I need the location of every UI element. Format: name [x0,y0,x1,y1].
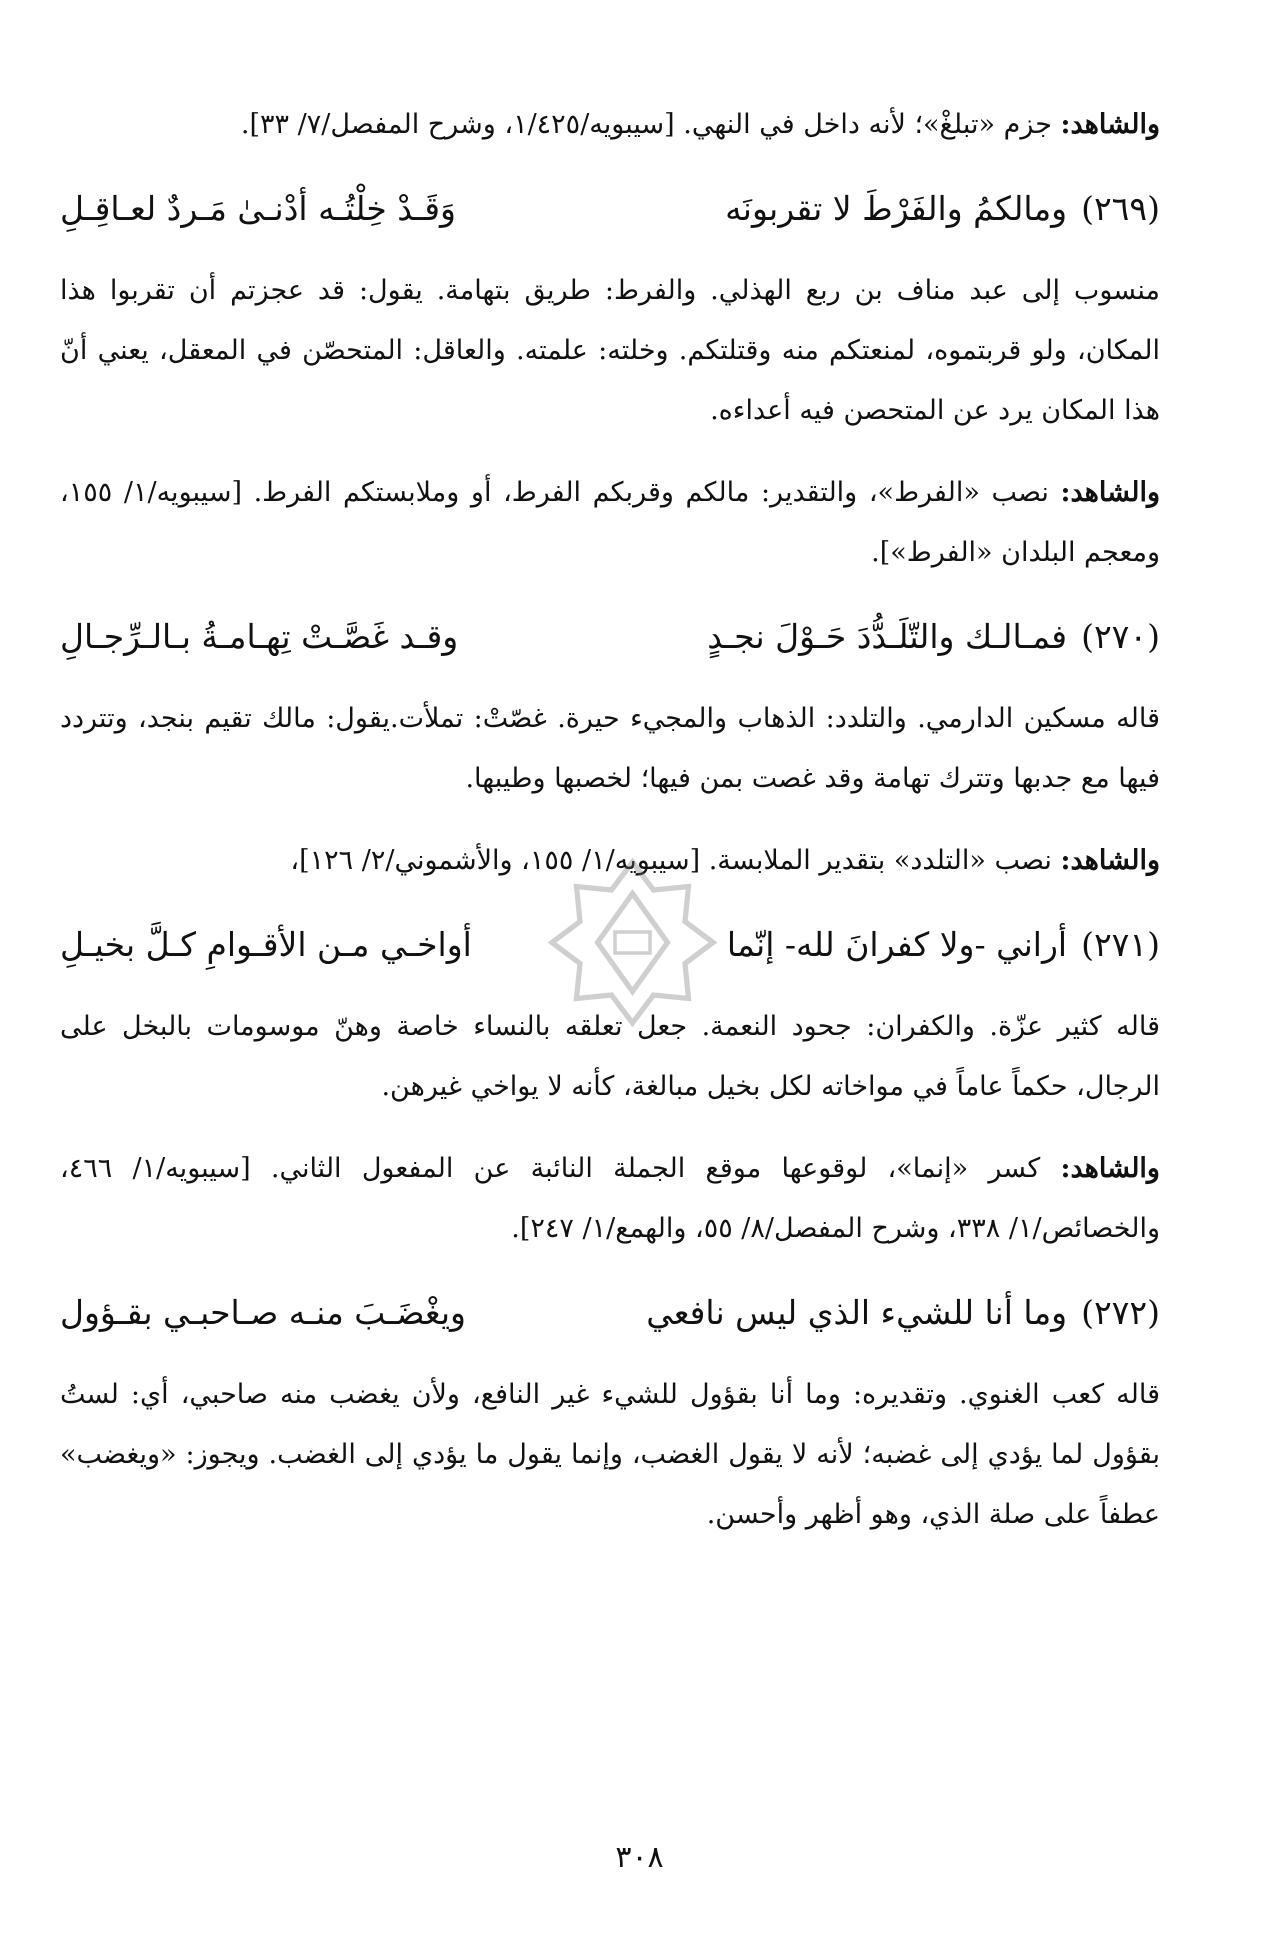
verse-number: (٢٧٠) [1081,617,1160,656]
verse-number: (٢٧٢) [1081,1293,1160,1332]
verse-first-hemistich: ومالكمُ والفَرْطَ لا تقربونَه [725,189,1068,228]
verse-272 [60,1281,1160,1345]
paragraph-text: كسر «إنما»، لوقوعها موقع الجملة النائبة عن المفعول الثاني. [سيبويه/١/ ٤٦٦، والخصائص/١/ ٣٣٨، وشرح المفصل/٨/ ٥٥، والهمع/١/ ٢٤٧]. [60,1153,1160,1244]
commentary-paragraph [60,1365,1160,1545]
verse-second-hemistich: وقـد غَصَّـتْ تِهـامـةُ بـالـرِّجـالِ [60,617,459,656]
watermark-logo-icon [545,855,720,1030]
paragraph-text: جزم «تبلغْ»؛ لأنه داخل في النهي. [سيبويه/١/٤٢٥، وشرح المفصل/٧/ ٣٣]. [240,109,1061,140]
verse-second-hemistich: أواخـي مـن الأقـوامِ كـلَّ بخيـلِ [60,925,472,964]
verse-number: (٢٧١) [1081,925,1160,964]
paragraph-text: نصب «الفرط»، والتقدير: مالكم وقربكم الفرط، أو وملابستكم الفرط. [سيبويه/١/ ١٥٥، ومعجم البلدان «الفرط»]. [60,477,1160,568]
paragraph-text: قاله كثير عزّة. والكفران: جحود النعمة. جعل تعلقه بالنساء خاصة وهنّ موسومات بالبخل على الرجال، حكماً عاماً في مواخاته لكل بخيل مبالغة، كأنه لا يواخي غيرهن. [60,1011,1160,1102]
commentary-paragraph [60,261,1160,441]
verse-number: (٢٦٩) [1081,189,1160,228]
witness-label: والشاهد: [1060,477,1160,508]
verse-second-hemistich: وَقَـدْ خِلْتُـه أدْنـىٰ مَـردٌ لعـاقِـلِ [60,189,456,228]
witness-paragraph [60,463,1160,583]
paragraph-text: قاله مسكين الدارمي. والتلدد: الذهاب والمجيء حيرة. غصّتْ: تملأت.يقول: مالك تقيم بنجد، وتتردد فيها مع جدبها وتترك تهامة وقد غصت بمن فيها؛ لخصبها وطيبها. [60,703,1160,794]
witness-paragraph [60,1139,1160,1259]
paragraph-text: نصب «التلدد» بتقدير الملابسة. [سيبويه/١/ ١٥٥، والأشموني/٢/ ١٢٦]، [290,845,1061,876]
witness-paragraph [60,95,1160,155]
page-number: ٣٠٨ [615,1840,664,1875]
witness-label: والشاهد: [1060,845,1160,876]
witness-label: والشاهد: [1060,1153,1160,1184]
witness-label: والشاهد: [1060,109,1160,140]
verse-second-hemistich: ويغْضَـبَ منـه صـاحبـي بقـؤول [60,1293,466,1332]
verse-first-hemistich: وما أنا للشيء الذي ليس نافعي [646,1293,1068,1332]
verse-first-hemistich: أراني -ولا كفرانَ لله- إنّما [726,925,1068,964]
paragraph-text: قاله كعب الغنوي. وتقديره: وما أنا بقؤول للشيء غير النافع، ولأن يغضب منه صاحبي، أي: لستُ بقؤول لما يؤدي إلى غضبه؛ لأنه لا يقول الغضب، وإنما يقول ما يؤدي إلى الغضب. ويجوز: «ويغضب» عطفاً على صلة الذي، وهو أظهر وأحسن. [60,1379,1160,1530]
verse-270 [60,605,1160,669]
page-body [60,95,1160,1567]
verse-first-hemistich: فمـالـك والتّلَـدُّدَ حَـوْلَ نجـدٍ [707,617,1068,656]
verse-269 [60,177,1160,241]
commentary-paragraph [60,689,1160,809]
paragraph-text: منسوب إلى عبد مناف بن ربع الهذلي. والفرط: طريق بتهامة. يقول: قد عجزتم أن تقربوا هذا المكان، ولو قربتموه، لمنعتكم منه وقتلتكم. وخلته: علمته. والعاقل: المتحصّن في المعقل، يعني أنّ هذا المكان يرد عن المتحصن فيه أعداءه. [60,275,1160,426]
